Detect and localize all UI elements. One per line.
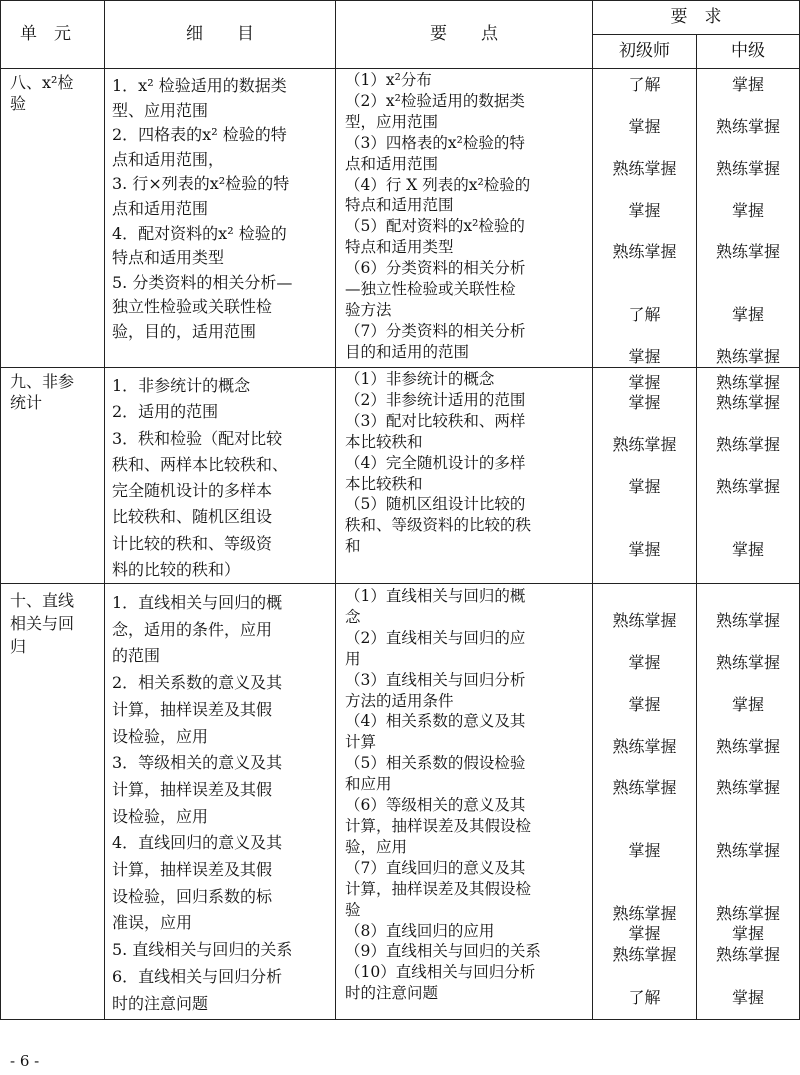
detail-cell (112, 590, 292, 1017)
point-line: —独立性检验或关联性检 (345, 280, 516, 299)
point-line: 计算，抽样误差及其假设检 (345, 816, 532, 835)
point-line: 特点和适用范围 (345, 196, 454, 215)
req-junior: 熟练掌握 (612, 737, 677, 756)
unit-line: 相关与回 (10, 614, 75, 633)
req-intermediate: 熟练掌握 (715, 778, 780, 797)
row-divider-1 (0, 367, 800, 368)
point-line: 本比较秩和 (345, 432, 423, 451)
req-junior: 掌握 (628, 653, 661, 672)
header-unit: 单 元 (20, 24, 71, 44)
req-junior: 掌握 (628, 477, 661, 496)
req-junior: 熟练掌握 (612, 904, 677, 923)
detail-line: 比较秩和、随机区组设 (112, 507, 273, 527)
point-line: 念 (345, 607, 361, 626)
point-line: （9）直线相关与回归的关系 (345, 942, 541, 961)
req-intermediate: 熟练掌握 (715, 435, 780, 454)
req-junior: 掌握 (628, 924, 661, 943)
point-line: 秩和、等级资料的比较的秩 (345, 516, 532, 535)
col-divider-3 (592, 0, 593, 1020)
detail-line: 设检验，回归系数的标 (112, 886, 273, 906)
req-intermediate: 掌握 (731, 305, 764, 324)
point-line: （3）直线相关与回归分析 (345, 670, 526, 689)
point-line: 方法的适用条件 (345, 691, 454, 710)
detail-line: 2．相关系数的意义及其 (112, 673, 283, 693)
point-line: （4）相关系数的意义及其 (345, 712, 526, 731)
point-line: （4）行 X 列表的x²检验的 (345, 175, 531, 194)
detail-line: 的范围 (112, 646, 161, 666)
detail-line: 秩和、两样本比较秩和、 (112, 454, 289, 474)
req-intermediate: 熟练掌握 (715, 611, 780, 630)
detail-line: 料的比较的秩和） (112, 560, 241, 580)
header-points: 要 点 (430, 24, 498, 44)
req-junior: 了解 (628, 305, 661, 324)
detail-line: 计算，抽样误差及其假 (112, 699, 273, 719)
table-top-border (0, 0, 800, 1)
point-line: （8）直线回归的应用 (345, 921, 495, 940)
point-line: 型，应用范围 (345, 112, 439, 131)
detail-line: 3．秩和检验（配对比较 (112, 428, 283, 448)
point-line: 本比较秩和 (345, 474, 423, 493)
req-intermediate: 熟练掌握 (715, 347, 780, 366)
point-line: 验 (345, 900, 361, 919)
col-divider-2 (335, 0, 336, 1020)
point-line: 用 (345, 649, 361, 668)
req-intermediate: 熟练掌握 (715, 841, 780, 860)
req-intermediate: 熟练掌握 (715, 945, 780, 964)
req-intermediate: 熟练掌握 (715, 904, 780, 923)
detail-line: 点和适用范围， (112, 149, 225, 169)
point-line: 特点和适用类型 (345, 238, 454, 257)
header-intermediate: 中级 (731, 41, 765, 61)
req-junior: 掌握 (628, 201, 661, 220)
point-line: （1）直线相关与回归的概 (345, 587, 526, 605)
req-intermediate: 掌握 (731, 924, 764, 943)
req-intermediate: 熟练掌握 (715, 737, 780, 756)
req-junior: 掌握 (628, 117, 661, 136)
req-intermediate: 掌握 (731, 988, 764, 1007)
req-intermediate: 熟练掌握 (715, 373, 780, 392)
page-number: - 6 - (10, 1052, 40, 1070)
req-junior: 熟练掌握 (612, 435, 677, 454)
req-intermediate: 熟练掌握 (715, 159, 780, 178)
detail-line: 验，目的，适用范围 (112, 321, 257, 341)
detail-line: 准误，应用 (112, 913, 193, 933)
point-line: （7）分类资料的相关分析 (345, 321, 526, 340)
req-intermediate: 掌握 (731, 695, 764, 714)
point-line: （6）分类资料的相关分析 (345, 259, 526, 278)
req-junior: 了解 (628, 988, 661, 1007)
detail-line: 4．配对资料的x² 检验的 (112, 223, 287, 243)
detail-line: 念，适用的条件，应用 (112, 619, 273, 639)
point-line: （7）直线回归的意义及其 (345, 858, 526, 877)
req-junior: 掌握 (628, 540, 661, 559)
detail-line: 型、应用范围 (112, 100, 209, 120)
point-line: （5）随机区组设计比较的 (345, 495, 526, 514)
req-junior: 熟练掌握 (612, 945, 677, 964)
points-cell (345, 369, 531, 557)
table-bottom-border (0, 1019, 800, 1020)
point-line: （10）直线相关与回归分析 (345, 963, 536, 982)
detail-line: 特点和适用类型 (112, 248, 225, 268)
points-cell (345, 586, 541, 1004)
point-line: （1）非参统计的概念 (345, 370, 495, 388)
unit-line: 统计 (10, 393, 43, 412)
req-intermediate: 掌握 (731, 75, 764, 94)
detail-line: 1．x² 检验适用的数据类 (112, 76, 287, 95)
unit-line: 九、非参 (10, 372, 75, 391)
req-intermediate: 熟练掌握 (715, 242, 780, 261)
point-line: （3）四格表的x²检验的特 (345, 133, 525, 152)
req-junior: 熟练掌握 (612, 778, 677, 797)
header-detail: 细 目 (186, 24, 254, 44)
col-divider-1 (104, 0, 105, 1020)
point-line: （2）直线相关与回归的应 (345, 628, 526, 647)
detail-line: 1．非参统计的概念 (112, 376, 251, 395)
point-line: 验方法 (345, 300, 392, 319)
req-junior: 掌握 (628, 373, 661, 392)
header-requirement: 要 求 (670, 7, 722, 27)
point-line: （2）非参统计适用的范围 (345, 390, 526, 409)
col-border-left (0, 0, 1, 1020)
detail-line: 3．等级相关的意义及其 (112, 753, 283, 773)
point-line: （2）x²检验适用的数据类 (345, 91, 525, 110)
point-line: 目的和适用的范围 (345, 342, 470, 361)
detail-line: 计算，抽样误差及其假 (112, 779, 273, 799)
detail-line: 6．直线相关与回归分析 (112, 966, 283, 986)
detail-line: 设检验，应用 (112, 726, 209, 746)
unit-cell (10, 589, 74, 658)
req-junior: 熟练掌握 (612, 159, 677, 178)
req-junior: 掌握 (628, 393, 661, 412)
req-intermediate: 熟练掌握 (715, 117, 780, 136)
req-junior: 掌握 (628, 347, 661, 366)
point-line: 计算，抽样误差及其假设检 (345, 879, 532, 898)
point-line: 时的注意问题 (345, 984, 439, 1003)
detail-line: 计算，抽样误差及其假 (112, 860, 273, 880)
detail-line: 2．适用的范围 (112, 402, 219, 422)
detail-line: 时的注意问题 (112, 993, 209, 1013)
req-intermediate: 熟练掌握 (715, 653, 780, 672)
req-junior: 掌握 (628, 695, 661, 714)
point-line: （4）完全随机设计的多样 (345, 453, 526, 472)
req-intermediate: 掌握 (731, 201, 764, 220)
unit-line: 八、x²检 (10, 73, 74, 92)
unit-line: 归 (10, 637, 27, 656)
req-intermediate: 掌握 (731, 540, 764, 559)
detail-line: 3. 行×列表的x²检验的特 (112, 174, 290, 194)
detail-line: 1．直线相关与回归的概 (112, 593, 283, 612)
header-junior: 初级师 (619, 41, 670, 61)
unit-cell (10, 371, 74, 413)
point-line: 和应用 (345, 775, 392, 794)
req-junior: 熟练掌握 (612, 611, 677, 630)
detail-line: 2．四格表的x² 检验的特 (112, 125, 287, 145)
detail-cell (112, 373, 288, 583)
point-line: 点和适用范围 (345, 154, 439, 173)
req-junior: 掌握 (628, 841, 661, 860)
point-line: （1）x²分布 (345, 71, 432, 89)
req-intermediate: 熟练掌握 (715, 477, 780, 496)
req-junior: 熟练掌握 (612, 242, 677, 261)
detail-line: 4．直线回归的意义及其 (112, 833, 283, 853)
point-line: （6）等级相关的意义及其 (345, 796, 526, 815)
unit-cell (10, 72, 73, 114)
col-divider-4 (696, 34, 697, 1020)
detail-line: 完全随机设计的多样本 (112, 481, 273, 501)
point-line: 验，应用 (345, 837, 408, 856)
detail-line: 点和适用范围 (112, 198, 209, 218)
detail-line: 5. 分类资料的相关分析— (112, 272, 293, 292)
point-line: （3）配对比较秩和、两样 (345, 411, 526, 430)
detail-cell (112, 74, 292, 345)
req-junior: 了解 (628, 75, 661, 94)
point-line: （5）相关系数的假设检验 (345, 754, 526, 773)
detail-line: 计比较的秩和、等级资 (112, 533, 273, 553)
point-line: 计算 (345, 733, 377, 752)
detail-line: 5. 直线相关与回归的关系 (112, 940, 293, 960)
header-bottom-border (0, 68, 800, 69)
unit-line: 验 (10, 94, 27, 113)
point-line: 和 (345, 537, 361, 556)
req-intermediate: 熟练掌握 (715, 393, 780, 412)
detail-line: 独立性检验或关联性检 (112, 297, 273, 317)
detail-line: 设检验，应用 (112, 806, 209, 826)
point-line: （5）配对资料的x²检验的 (345, 217, 525, 236)
unit-line: 十、直线 (10, 591, 75, 610)
points-cell (345, 70, 530, 363)
